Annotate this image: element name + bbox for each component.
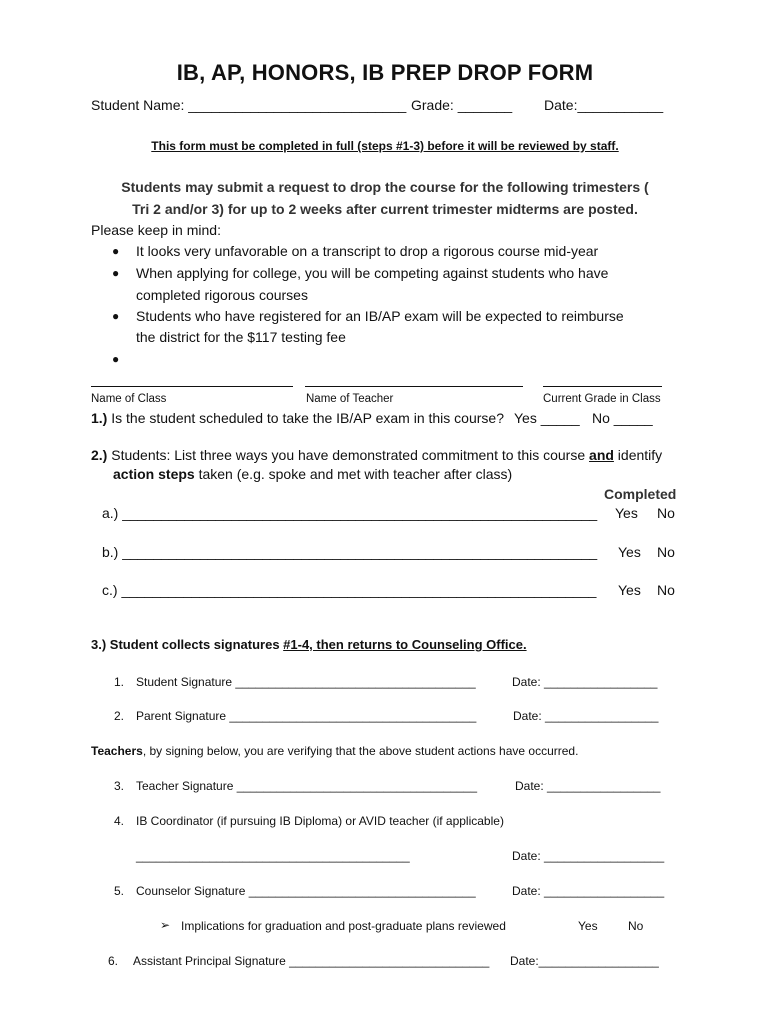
parent-signature-date[interactable]: Date: _________________ <box>513 709 659 723</box>
commitment-b-no[interactable]: No <box>657 544 675 560</box>
implications-no[interactable]: No <box>628 919 644 933</box>
form-title: IB, AP, HONORS, IB PREP DROP FORM <box>176 60 594 85</box>
question-3-instruction: #1-4, then returns to Counseling Office. <box>283 637 527 652</box>
commitment-row-b[interactable]: b.) _____________________________________________________________ <box>102 544 598 560</box>
commitment-a-no[interactable]: No <box>657 505 675 521</box>
signature-4-number: 4. <box>114 814 125 828</box>
question-2-text-c: taken (e.g. spoke and met with teacher after class) <box>194 466 513 482</box>
question-2-text-b: identify <box>613 447 663 463</box>
coordinator-label: IB Coordinator (if pursuing IB Diploma) or AVID teacher (if applicable) <box>136 814 504 828</box>
implications-label: Implications for graduation and post-graduate plans reviewed <box>181 919 506 933</box>
commitment-row-c[interactable]: c.) _____________________________________________________________ <box>102 582 597 598</box>
question-1-text: Is the student scheduled to take the IB/AP exam in this course? <box>107 410 504 426</box>
counselor-signature-date[interactable]: Date: __________________ <box>512 884 665 898</box>
counselor-signature-field[interactable]: Counselor Signature __________________________________ <box>136 884 476 898</box>
assistant-principal-signature-field[interactable]: Assistant Principal Signature ______________________________ <box>133 954 490 968</box>
question-1-no[interactable]: No _____ <box>592 410 653 426</box>
bullet-item: When applying for college, you will be competing against students who have <box>136 265 609 281</box>
teacher-name-line[interactable] <box>305 386 523 387</box>
commitment-a-yes[interactable]: Yes <box>615 505 638 521</box>
signature-1-number: 1. <box>114 675 125 689</box>
name-of-class-label: Name of Class <box>91 393 167 405</box>
current-grade-line[interactable] <box>543 386 662 387</box>
class-name-line[interactable] <box>91 386 293 387</box>
signature-2-number: 2. <box>114 709 125 723</box>
teacher-signature-date[interactable]: Date: _________________ <box>515 779 661 793</box>
bullet-icon: ● <box>112 352 120 366</box>
question-3-text: 3.) Student collects signatures <box>91 637 284 652</box>
current-grade-label: Current Grade in Class <box>543 393 661 405</box>
bullet-icon: ● <box>112 244 120 258</box>
teachers-note-text: , by signing below, you are verifying that the above student actions have occurred. <box>142 744 579 758</box>
coordinator-signature-field[interactable]: _________________________________________ <box>136 849 410 863</box>
name-of-teacher-label: Name of Teacher <box>306 393 394 405</box>
action-steps-label: action steps <box>113 466 195 482</box>
teachers-note <box>91 744 578 758</box>
intro-line-2: Tri 2 and/or 3) for up to 2 weeks after current trimester midterms are posted. <box>132 201 638 217</box>
implications-yes[interactable]: Yes <box>578 919 598 933</box>
bullet-icon: ● <box>112 309 120 323</box>
intro-line-1: Students may submit a request to drop the course for the following trimesters ( <box>121 179 649 195</box>
question-1-yes[interactable]: Yes _____ <box>514 410 580 426</box>
question-2-text: Students: List three ways you have demonstrated commitment to this course <box>107 447 590 463</box>
bullet-item-continued: completed rigorous courses <box>136 287 308 303</box>
grade-field[interactable]: Grade: _______ <box>411 97 513 113</box>
bullet-item: It looks very unfavorable on a transcript to drop a rigorous course mid-year <box>136 243 599 259</box>
signature-3-number: 3. <box>114 779 125 793</box>
teachers-label: Teachers <box>91 744 143 758</box>
bullet-icon: ● <box>112 266 120 280</box>
date-field[interactable]: Date:___________ <box>544 97 664 113</box>
student-signature-field[interactable]: Student Signature ____________________________________ <box>136 675 476 689</box>
student-name-field[interactable]: Student Name: ____________________________ <box>91 97 407 113</box>
commitment-c-no[interactable]: No <box>657 582 675 598</box>
question-1 <box>91 410 504 426</box>
question-1-number: 1.) <box>91 410 108 426</box>
parent-signature-field[interactable]: Parent Signature _____________________________________ <box>136 709 477 723</box>
question-2-line-2 <box>113 466 512 482</box>
commitment-b-yes[interactable]: Yes <box>618 544 641 560</box>
completed-header: Completed <box>604 486 677 502</box>
question-3 <box>91 637 527 652</box>
completion-notice: This form must be completed in full (steps #1-3) before it will be reviewed by staff. <box>151 139 619 153</box>
commitment-c-yes[interactable]: Yes <box>618 582 641 598</box>
commitment-row-a[interactable]: a.) _____________________________________________________________ <box>102 505 598 521</box>
assistant-principal-signature-date[interactable]: Date:__________________ <box>510 954 659 968</box>
question-2 <box>91 447 662 463</box>
bullet-item-continued: the district for the $117 testing fee <box>136 329 346 345</box>
arrow-bullet-icon: ➢ <box>160 918 171 932</box>
signature-5-number: 5. <box>114 884 125 898</box>
question-2-number: 2.) <box>91 447 108 463</box>
teacher-signature-field[interactable]: Teacher Signature ____________________________________ <box>136 779 477 793</box>
coordinator-signature-date[interactable]: Date: __________________ <box>512 849 665 863</box>
question-2-and: and <box>589 447 614 463</box>
keep-in-mind-label: Please keep in mind: <box>91 222 221 238</box>
bullet-item: Students who have registered for an IB/AP exam will be expected to reimburse <box>136 308 624 324</box>
signature-6-number: 6. <box>108 954 119 968</box>
student-signature-date[interactable]: Date: _________________ <box>512 675 658 689</box>
